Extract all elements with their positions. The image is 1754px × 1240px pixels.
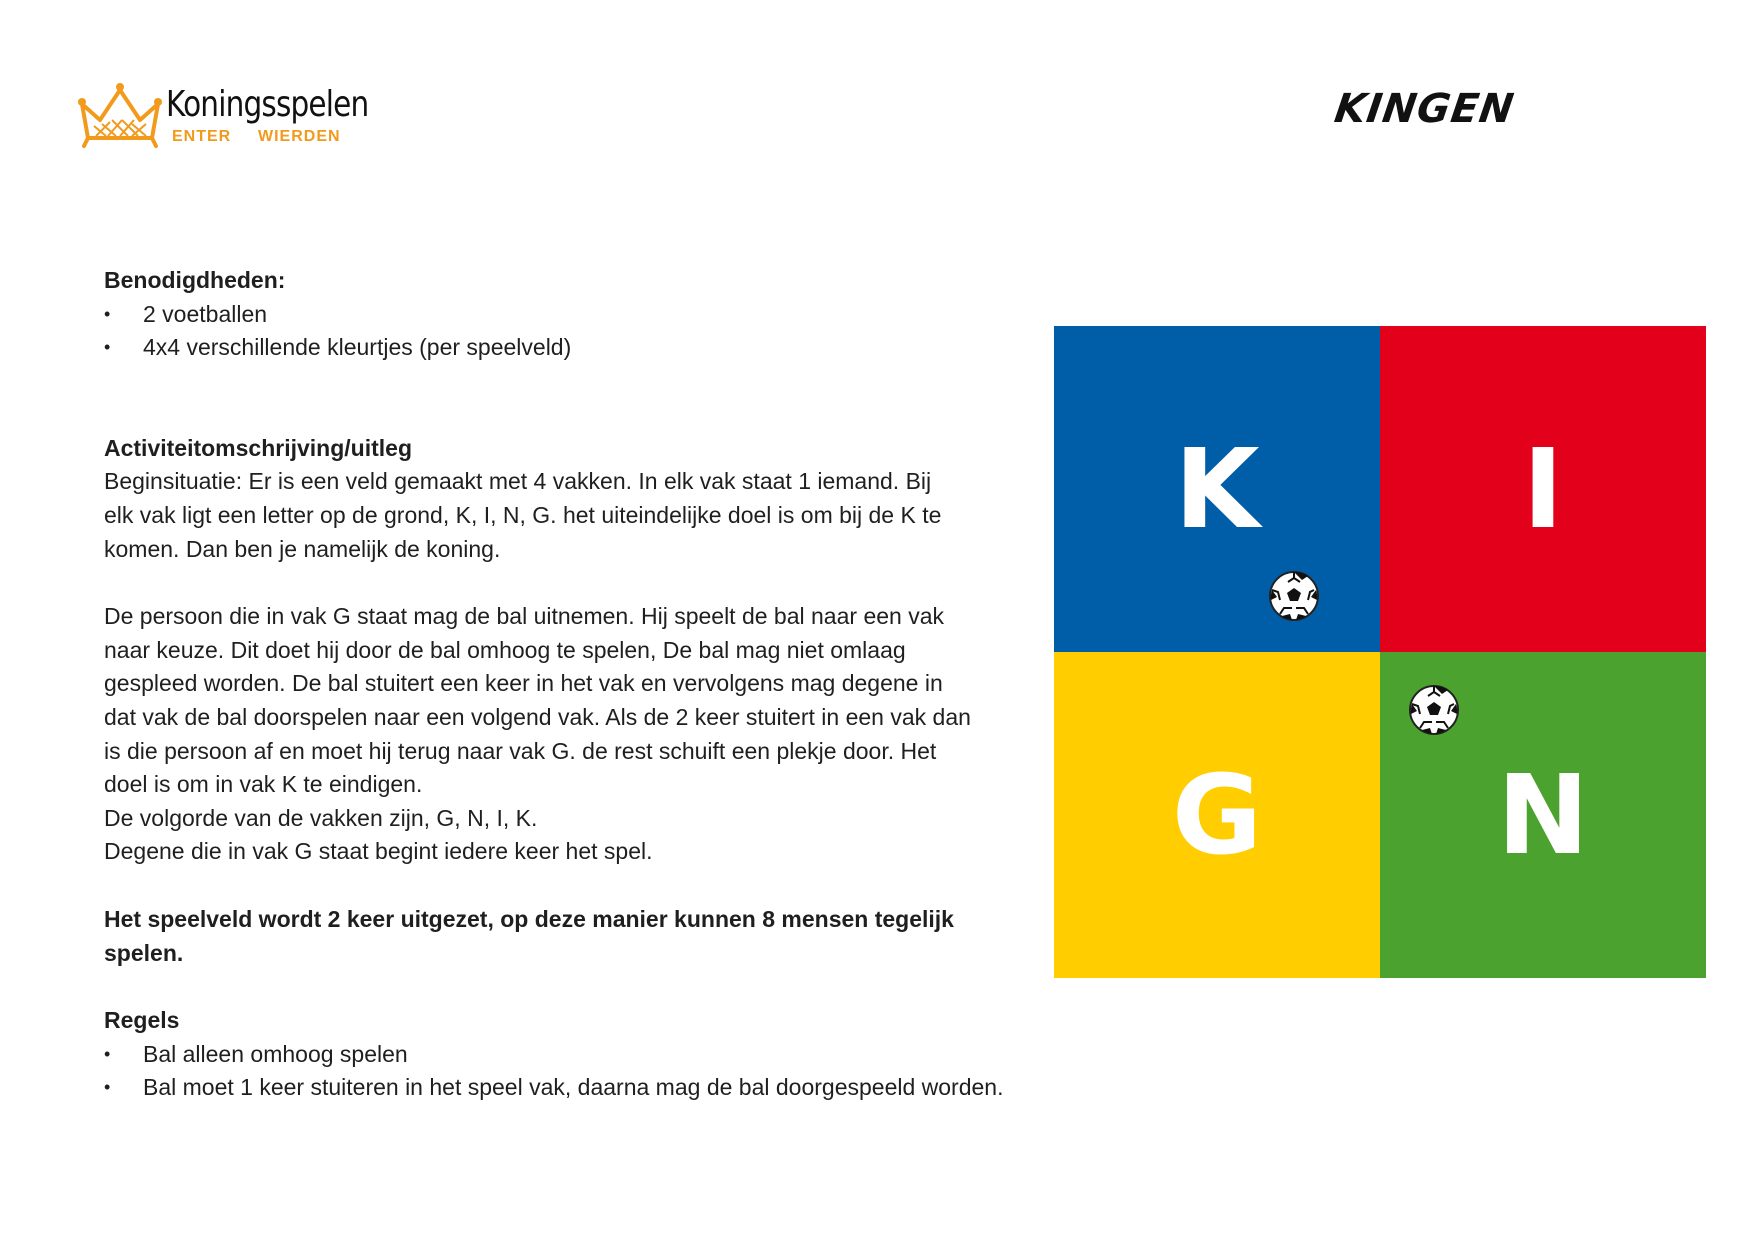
paragraph-line: dat vak de bal doorspelen naar een volgend vak. Als de 2 keer stuitert in een vak dan — [104, 703, 971, 730]
instructions — [104, 264, 1004, 1105]
paragraph-line: naar keuze. Dit doet hij door de bal omhoog te spelen, De bal mag niet omlaag — [104, 636, 906, 663]
quadrant-g — [1054, 652, 1380, 978]
benodigdheden-list — [104, 298, 1004, 365]
quadrant-letter: K — [1174, 425, 1260, 553]
logo-sub-enter: ENTER — [172, 128, 232, 145]
paragraph-line: gespleed worden. De bal stuitert een keer in het vak en vervolgens mag degene in — [104, 670, 943, 697]
regels-heading: Regels — [104, 1007, 180, 1034]
list-item: • 2 voetballen — [104, 298, 1004, 332]
koningsspelen-logo — [76, 80, 396, 160]
quadrant-letter: G — [1171, 751, 1263, 879]
paragraph-line: elk vak ligt een letter op de grond, K, I, N, G. het uiteindelijke doel is om bij de K te — [104, 501, 942, 528]
benodigdheden-heading: Benodigdheden: — [104, 267, 286, 293]
quadrant-k — [1054, 326, 1380, 652]
quadrant-letter: I — [1522, 425, 1564, 553]
quadrant-letter: N — [1496, 751, 1590, 879]
list-item: • Bal moet 1 keer stuiteren in het speel vak, daarna mag de bal doorgespeeld worden. — [104, 1071, 1004, 1105]
soccer-ball-icon — [1268, 570, 1320, 622]
paragraph-line: De volgorde van de vakken zijn, G, N, I, K. — [104, 804, 538, 831]
quadrant-i — [1380, 326, 1706, 652]
list-item: • Bal alleen omhoog spelen — [104, 1038, 1004, 1072]
paragraph-line: komen. Dan ben je namelijk de koning. — [104, 535, 501, 562]
activiteit-heading: Activiteitomschrijving/uitleg — [104, 434, 412, 461]
logo-wordmark: Koningsspelen — [166, 84, 369, 125]
paragraph-line: doel is om in vak K te eindigen. — [104, 771, 423, 798]
regels-list — [104, 1038, 1004, 1105]
note-line: spelen. — [104, 939, 184, 966]
logo-sub-wierden: WIERDEN — [258, 128, 341, 145]
soccer-ball-icon — [1408, 684, 1460, 736]
note-line: Het speelveld wordt 2 keer uitgezet, op deze manier kunnen 8 mensen tegelijk — [104, 905, 954, 932]
paragraph-line: Degene die in vak G staat begint iedere keer het spel. — [104, 838, 653, 865]
game-title: KINGEN — [1331, 86, 1518, 132]
paragraph-line: is die persoon af en moet hij terug naar vak G. de rest schuift een plekje door. Het — [104, 737, 937, 764]
playing-field — [1054, 326, 1706, 978]
paragraph-line: De persoon die in vak G staat mag de bal uitnemen. Hij speelt de bal naar een vak — [104, 603, 944, 630]
quadrant-n — [1380, 652, 1706, 978]
crown-icon — [76, 80, 164, 148]
paragraph-line: Beginsituatie: Er is een veld gemaakt met 4 vakken. In elk vak staat 1 iemand. Bij — [104, 468, 932, 495]
list-item: • 4x4 verschillende kleurtjes (per speelveld) — [104, 331, 1004, 365]
